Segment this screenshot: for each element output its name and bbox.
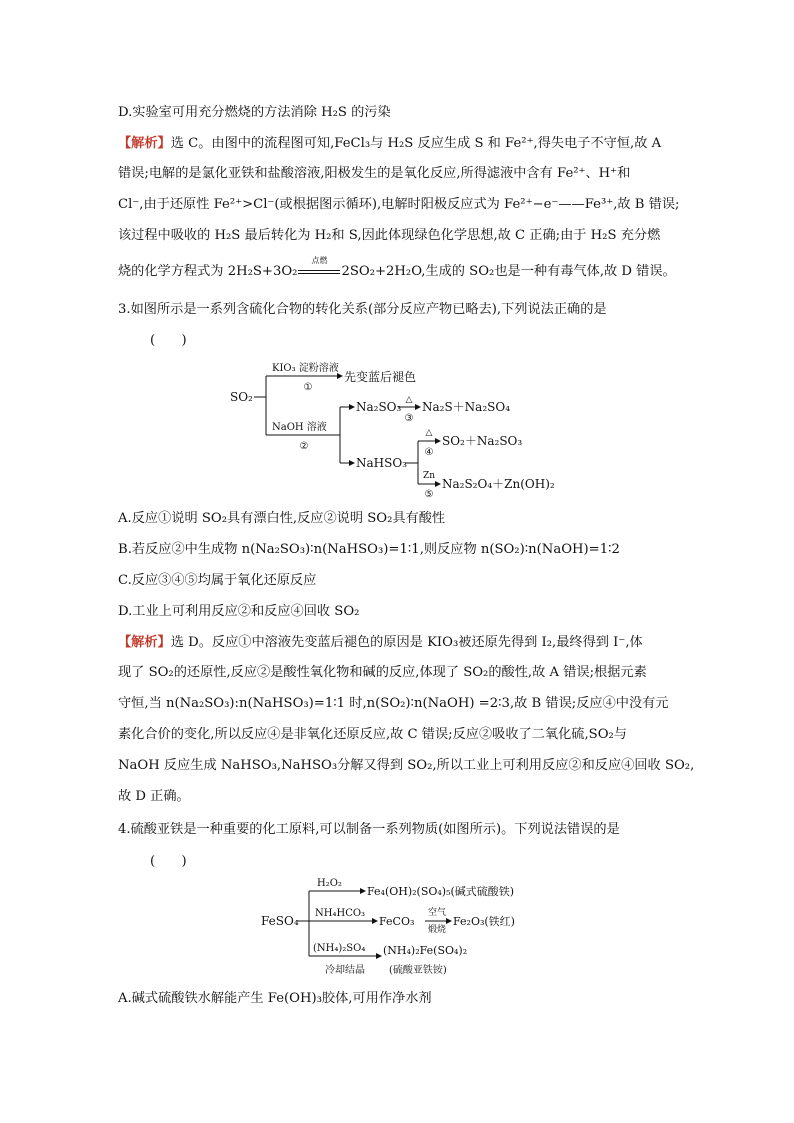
- ignition-label: 点燃: [311, 256, 328, 265]
- q3-r1-product: 先变蓝后褪色: [344, 370, 417, 384]
- q3-analysis-line-2: 现了 SO₂的还原性,反应②是酸性氧化物和碱的反应,体现了 SO₂的酸性,故 A 错误;根据元素: [118, 665, 647, 680]
- q2-analysis-text-1: 选 C。由图中的流程图可知,FeCl₃与 H₂S 反应生成 S 和 Fe²⁺,得失电子不守恒,故 A: [170, 136, 662, 151]
- q2-analysis-line-5: [118, 256, 676, 281]
- q4-b3-cond: 冷却结晶: [325, 965, 365, 976]
- q3-option-d: D.工业上可利用反应②和反应④回收 SO₂: [118, 604, 360, 619]
- q3-r4-product: SO₂＋Na₂SO₃: [442, 434, 523, 448]
- q3-r5-reagent: Zn: [423, 471, 436, 481]
- q3-r3-product: Na₂S＋Na₂SO₄: [422, 400, 511, 414]
- q3-so2-start: SO₂: [230, 390, 253, 404]
- q3-analysis-line-1: [118, 634, 643, 652]
- q4-answer-paren: ( ): [150, 854, 187, 869]
- q2-analysis-text-5b: 2SO₂+2H₂O,生成的 SO₂也是一种有毒气体,故 D 错误。: [341, 264, 676, 279]
- q3-option-b: B.若反应②中生成物 n(Na₂SO₃)∶n(NaHSO₃)=1∶1,则反应物 n(SO₂)∶n(NaOH)=1∶2: [118, 542, 620, 557]
- q3-r3-number: ③: [404, 413, 414, 424]
- q3-option-c: C.反应③④⑤均属于氧化还原反应: [118, 573, 317, 588]
- q4-b3-product: (NH₄)₂Fe(SO₄)₂: [383, 944, 468, 957]
- q3-option-a: A.反应①说明 SO₂具有漂白性,反应②说明 SO₂具有酸性: [118, 511, 446, 526]
- q4-b1-product: Fe₄(OH)₂(SO₄)₅(碱式硫酸铁): [367, 885, 515, 898]
- q3-r2-reagent: NaOH 溶液: [272, 422, 327, 433]
- q3-r3-heat: △: [405, 395, 413, 405]
- q4-b1-reagent: H₂O₂: [317, 878, 342, 889]
- q4-b2-cond-calcine: 煅烧: [427, 925, 447, 935]
- q3-analysis-line-3: 守恒,当 n(Na₂SO₃):n(NaHSO₃)=1∶1 时,n(SO₂)∶n(NaOH) =2∶3,故 B 错误;反应④中没有元: [118, 696, 669, 711]
- q2-analysis-line-4: 该过程中吸收的 H₂S 最后转化为 H₂和 S,因此体现绿色化学思想,故 C 正确;由于 H₂S 充分燃: [118, 228, 661, 243]
- q4-b3-note: (硫酸亚铁铵): [389, 965, 447, 976]
- q2-analysis-text-5a: 烧的化学方程式为 2H₂S+3O₂: [118, 264, 298, 279]
- ignition-condition-arrow: [297, 256, 341, 281]
- q3-r5-number: ⑤: [424, 489, 434, 500]
- q4-b3-reagent: (NH₄)₂SO₄: [313, 943, 366, 954]
- q3-sulfur-diagram: [220, 355, 570, 500]
- q3-stem: 3.如图所示是一系列含硫化合物的转化关系(部分反应产物已略去),下列说法正确的是: [118, 302, 607, 317]
- q3-r5-product: Na₂S₂O₄＋Zn(OH)₂: [442, 477, 555, 491]
- q3-na2so3: Na₂SO₃: [356, 400, 402, 414]
- q4-b2-reagent: NH₄HCO₃: [315, 908, 366, 919]
- q4-option-a: A.碱式硫酸铁水解能产生 Fe(OH)₃胶体,可用作净水剂: [118, 991, 432, 1006]
- q2-analysis-line-1: [118, 135, 661, 153]
- q2-option-d: D.实验室可用充分燃烧的方法消除 H₂S 的污染: [118, 105, 391, 120]
- q4-b2-product: Fe₂O₃(铁红): [453, 915, 515, 928]
- q3-r1-reagent: KIO₃ 淀粉溶液: [272, 363, 339, 374]
- q4-b2-cond-air: 空气: [427, 908, 447, 918]
- q4-feso4-start: FeSO₄: [261, 914, 299, 928]
- q3-answer-paren: ( ): [150, 333, 187, 348]
- q3-r4-number: ④: [424, 447, 434, 458]
- q3-r4-heat: △: [425, 428, 433, 438]
- q2-analysis-line-2: 错误;电解的是氯化亚铁和盐酸溶液,阳极发生的是氧化反应,所得滤液中含有 Fe²⁺、H⁺和: [118, 166, 631, 181]
- q3-r1-number: ①: [303, 382, 313, 393]
- q3-analysis-line-5: NaOH 反应生成 NaHSO₃,NaHSO₃分解又得到 SO₂,所以工业上可利用反应②和反应④回收 SO₂,: [118, 758, 695, 773]
- analysis-tag: 【解析】: [118, 136, 171, 151]
- q3-analysis-text-1: 选 D。反应①中溶液先变蓝后褪色的原因是 KIO₃被还原先得到 I₂,最终得到 I⁻,体: [170, 635, 643, 650]
- q4-feso4-diagram: [255, 874, 545, 980]
- q4-b2-mid: FeCO₃: [379, 915, 415, 928]
- q3-analysis-line-4: 素化合价的变化,所以反应④是非氧化还原反应,故 C 错误;反应②吸收了二氧化硫,SO₂与: [118, 727, 627, 742]
- q3-nahso3: NaHSO₃: [356, 456, 407, 470]
- q3-r2-number: ②: [299, 441, 309, 452]
- q3-analysis-line-6: 故 D 正确。: [118, 789, 190, 804]
- analysis-tag: 【解析】: [118, 635, 171, 650]
- q4-stem: 4.硫酸亚铁是一种重要的化工原料,可以制备一系列物质(如图所示)。下列说法错误的是: [118, 822, 620, 837]
- q2-analysis-line-3: Cl⁻,由于还原性 Fe²⁺>Cl⁻(或根据图示循环),电解时阳极反应式为 Fe²⁺−e⁻——Fe³⁺,故 B 错误;: [118, 197, 680, 212]
